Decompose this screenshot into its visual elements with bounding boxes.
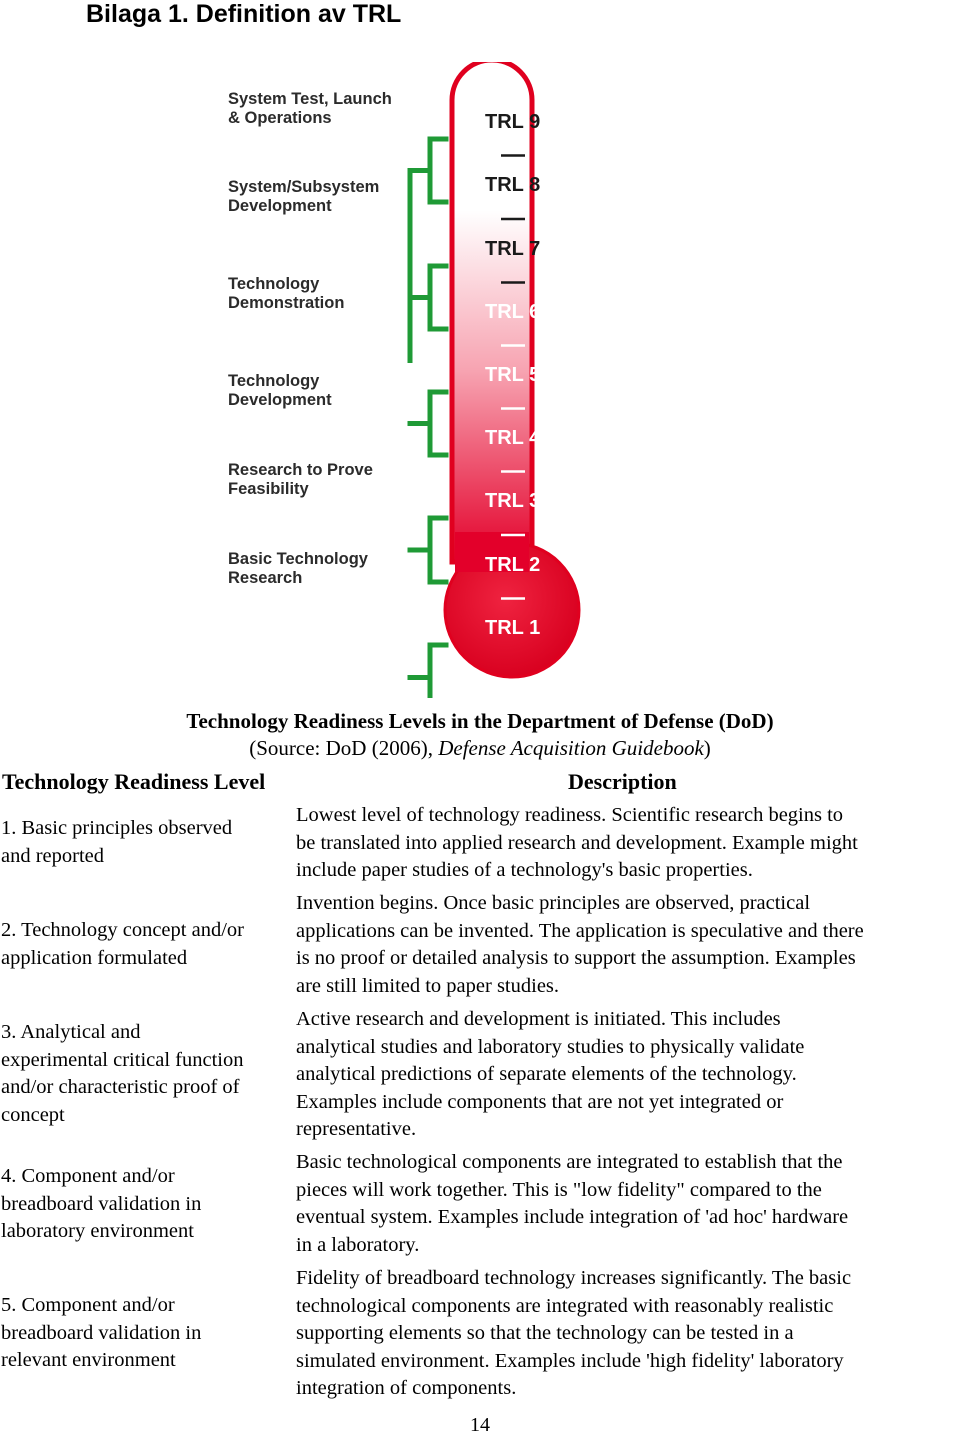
level-line: 2. Technology concept and/or (1, 919, 244, 941)
thermometer-diagram (196, 62, 600, 698)
level-line: concept (1, 1103, 65, 1126)
level-line: 1. Basic principles observed (1, 817, 233, 839)
description-line: Basic technological components are integrated to establish that the (296, 1151, 843, 1173)
trl-3-level (1, 1019, 243, 1129)
description-line: integration of components. (296, 1377, 517, 1399)
level-line: 4. Component and/or (1, 1165, 175, 1187)
description-line: in a laboratory. (296, 1233, 420, 1256)
trl-level-label: TRL 8 (485, 174, 541, 196)
description-line: Lowest level of technology readiness. Scientific research begins to (296, 804, 844, 826)
phase-brackets (410, 139, 446, 698)
source-prefix: (Source: DoD (2006), (249, 736, 439, 760)
phase-label: Technology Development (228, 372, 332, 409)
description-line: representative. (296, 1118, 417, 1140)
trl-level-label: TRL 6 (485, 301, 541, 323)
phase-label: Technology Demonstration (228, 275, 345, 312)
phase-label: Research to Prove Feasibility (228, 461, 373, 498)
phase-bracket (430, 645, 446, 698)
trl-1-description (296, 802, 858, 885)
trl-level-label: TRL 4 (485, 427, 541, 449)
trl-level-label: TRL 7 (485, 238, 541, 260)
source-suffix: ) (703, 736, 711, 760)
trl-level-label: TRL 5 (485, 364, 541, 386)
description-line: Fidelity of breadboard technology increases significantly. The basic (296, 1267, 852, 1289)
description-line: be translated into applied research and development. Example might (296, 831, 858, 854)
figure-caption-title: Technology Readiness Levels in the Department of Defense (DoD) (186, 709, 774, 733)
trl-5-description (296, 1265, 851, 1403)
level-line: experimental critical function (1, 1048, 244, 1071)
description-line: technological components are integrated with reasonably realistic (296, 1294, 834, 1317)
level-line: breadboard validation in (1, 1321, 202, 1344)
description-line: pieces will work together. This is "low fidelity" compared to the (296, 1178, 822, 1201)
figure-caption-source (0, 735, 960, 761)
level-line: laboratory environment (1, 1220, 194, 1242)
trl-2-level (1, 917, 244, 972)
level-line: application formulated (1, 946, 188, 969)
description-line: Invention begins. Once basic principles are observed, practical (296, 892, 811, 914)
source-guidebook: Defense Acquisition Guidebook (438, 736, 704, 760)
level-line: 5. Component and/or (1, 1294, 175, 1316)
description-line: analytical predictions of separate elements of the technology. (296, 1063, 797, 1085)
trl-level-label: TRL 2 (485, 554, 541, 576)
description-line: Examples include components that are not yet integrated or (296, 1090, 784, 1113)
page-number: 14 (470, 1414, 490, 1436)
trl-5-level (1, 1292, 201, 1375)
phase-label: System/Subsystem Development (228, 178, 380, 215)
description-line: is no proof or detailed analysis to support the assumption. Examples (296, 947, 856, 969)
description-line: include paper studies of a technology's basic properties. (296, 859, 753, 881)
trl-level-label: TRL 9 (485, 111, 541, 133)
trl-thermometer-figure (196, 62, 600, 698)
description-line: eventual system. Examples include integration of 'ad hoc' hardware (296, 1206, 849, 1228)
level-line: relevant environment (1, 1349, 176, 1371)
level-line: and/or characteristic proof of (1, 1076, 240, 1098)
column-header-level: Technology Readiness Level (2, 769, 266, 794)
trl-level-label: TRL 1 (485, 617, 541, 639)
trl-1-level (1, 815, 232, 870)
description-line: are still limited to paper studies. (296, 974, 560, 997)
trl-4-description (296, 1149, 848, 1259)
trl-level-label: TRL 3 (485, 490, 541, 512)
description-line: supporting elements so that the technology can be tested in a (296, 1322, 794, 1344)
trl-levels (485, 111, 541, 639)
trl-2-description (296, 890, 864, 1000)
trl-3-description (296, 1006, 804, 1144)
phase-labels (228, 90, 392, 587)
appendix-heading: Bilaga 1. Definition av TRL (86, 0, 402, 28)
description-line: analytical studies and laboratory studies to physically validate (296, 1035, 805, 1058)
phase-label: System Test, Launch & Operations (228, 90, 392, 127)
level-line: and reported (1, 844, 105, 867)
trl-4-level (1, 1163, 201, 1246)
description-line: simulated environment. Examples include 'high fidelity' laboratory (296, 1349, 844, 1372)
column-header-description: Description (568, 769, 677, 794)
description-line: Active research and development is initiated. This includes (296, 1008, 781, 1030)
level-line: 3. Analytical and (1, 1021, 141, 1043)
description-line: applications can be invented. The application is speculative and there (296, 919, 864, 942)
level-line: breadboard validation in (1, 1192, 202, 1215)
phase-label: Basic Technology Research (228, 550, 368, 587)
